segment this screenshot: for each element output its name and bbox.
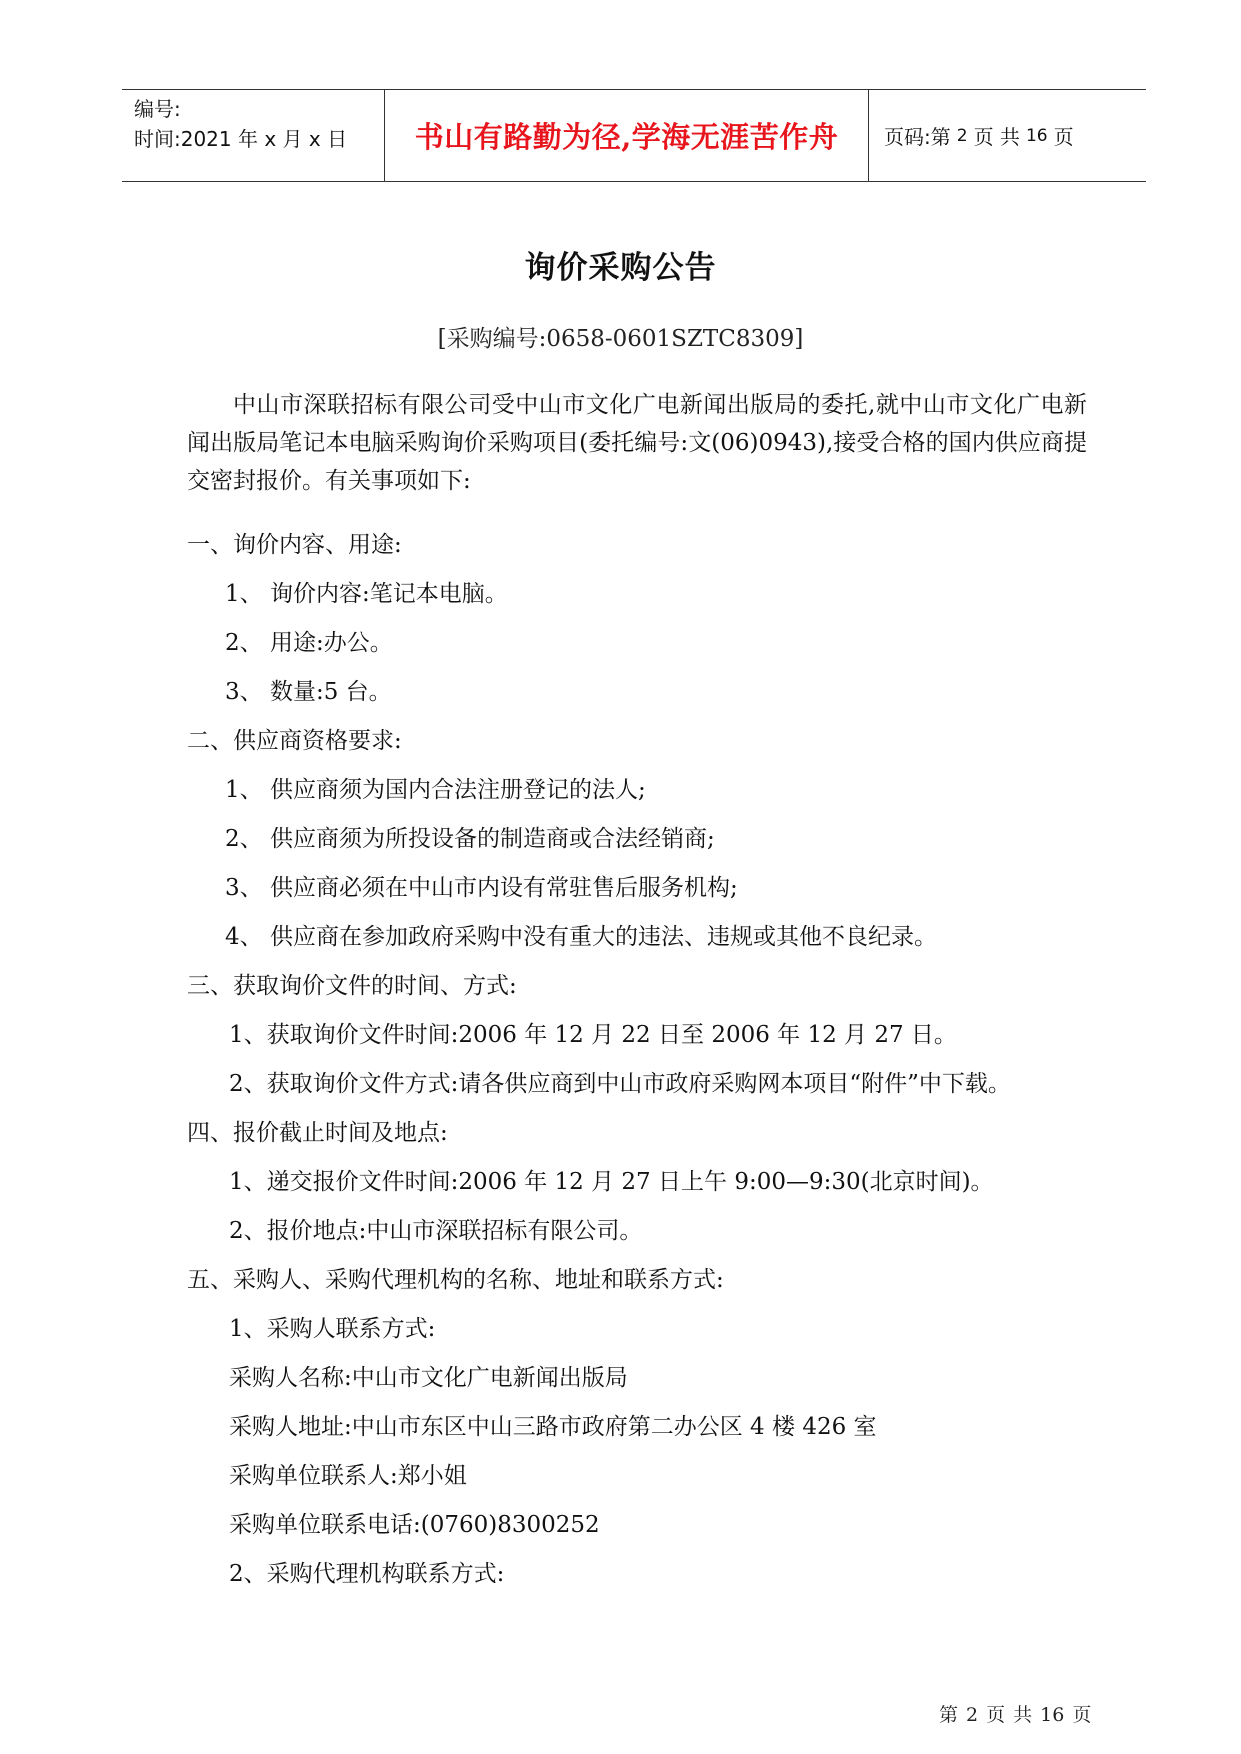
- list-item: 2、报价地点:中山市深联招标有限公司。: [229, 1218, 643, 1244]
- list-item: 3、 供应商必须在中山市内设有常驻售后服务机构;: [225, 875, 738, 901]
- footer-gong: 共: [1013, 1704, 1033, 1726]
- contact-line: 采购单位联系人:郑小姐: [229, 1463, 467, 1489]
- section-heading-5: 五、采购人、采购代理机构的名称、地址和联系方式:: [187, 1267, 724, 1293]
- header-page-number: 2: [956, 125, 968, 146]
- procurement-number: [采购编号:0658-0601SZTC8309]: [437, 326, 804, 352]
- header-page-info: [874, 90, 1074, 181]
- list-item: 1、 询价内容:笔记本电脑。: [225, 581, 508, 607]
- list-item: 2、 供应商须为所投设备的制造商或合法经销商;: [225, 826, 715, 852]
- header-page-mid: 页 共: [973, 125, 1020, 149]
- list-item: 2、采购代理机构联系方式:: [229, 1561, 505, 1587]
- list-item: 2、 用途:办公。: [225, 630, 393, 656]
- header-number-label: 编号:: [134, 97, 181, 121]
- section-heading-2: 二、供应商资格要求:: [187, 728, 402, 754]
- list-item: 1、 供应商须为国内合法注册登记的法人;: [225, 777, 646, 803]
- header-motto: 书山有路勤为径,学海无涯苦作舟: [414, 120, 839, 154]
- page-footer: [935, 1700, 1095, 1727]
- document-title: 询价采购公告: [524, 250, 717, 286]
- intro-paragraph: 中山市深联招标有限公司受中山市文化广电新闻出版局的委托,就中山市文化广电新闻出版局笔记本电脑采购询价采购项目(委托编号:文(06)0943),接受合格的国内供应商提交密封报价。有关事项如下:: [187, 392, 1087, 494]
- header-page-prefix: 页码:第: [884, 125, 951, 149]
- footer-page-number: 2: [966, 1704, 979, 1726]
- contact-line: 采购人地址:中山市东区中山三路市政府第二办公区 4 楼 426 室: [229, 1414, 877, 1440]
- contact-line: 采购人名称:中山市文化广电新闻出版局: [229, 1365, 628, 1391]
- footer-mid: 页: [986, 1704, 1006, 1726]
- header-motto-cell: [384, 90, 869, 181]
- section-heading-4: 四、报价截止时间及地点:: [187, 1120, 448, 1146]
- list-item: 1、采购人联系方式:: [229, 1316, 436, 1342]
- list-item: 1、递交报价文件时间:2006 年 12 月 27 日上午 9:00—9:30(北京时间)。: [229, 1169, 994, 1195]
- header-meta: [134, 94, 384, 154]
- list-item: 3、 数量:5 台。: [225, 679, 392, 705]
- page-header: [122, 89, 1146, 182]
- contact-line: 采购单位联系电话:(0760)8300252: [229, 1512, 600, 1538]
- header-page-suffix: 页: [1053, 125, 1074, 149]
- section-heading-3: 三、获取询价文件的时间、方式:: [187, 973, 517, 999]
- section-heading-1: 一、询价内容、用途:: [187, 532, 402, 558]
- list-item: 2、获取询价文件方式:请各供应商到中山市政府采购网本项目“附件”中下载。: [229, 1071, 1011, 1097]
- footer-pre: 第: [939, 1704, 959, 1726]
- header-time-label: 时间:2021 年 x 月 x 日: [134, 127, 348, 151]
- list-item: 4、 供应商在参加政府采购中没有重大的违法、违规或其他不良纪录。: [225, 924, 937, 950]
- footer-post: 页: [1072, 1704, 1092, 1726]
- list-item: 1、获取询价文件时间:2006 年 12 月 22 日至 2006 年 12 月 27 日。: [229, 1022, 957, 1048]
- footer-page-total: 16: [1040, 1704, 1065, 1726]
- header-page-total: 16: [1025, 125, 1048, 146]
